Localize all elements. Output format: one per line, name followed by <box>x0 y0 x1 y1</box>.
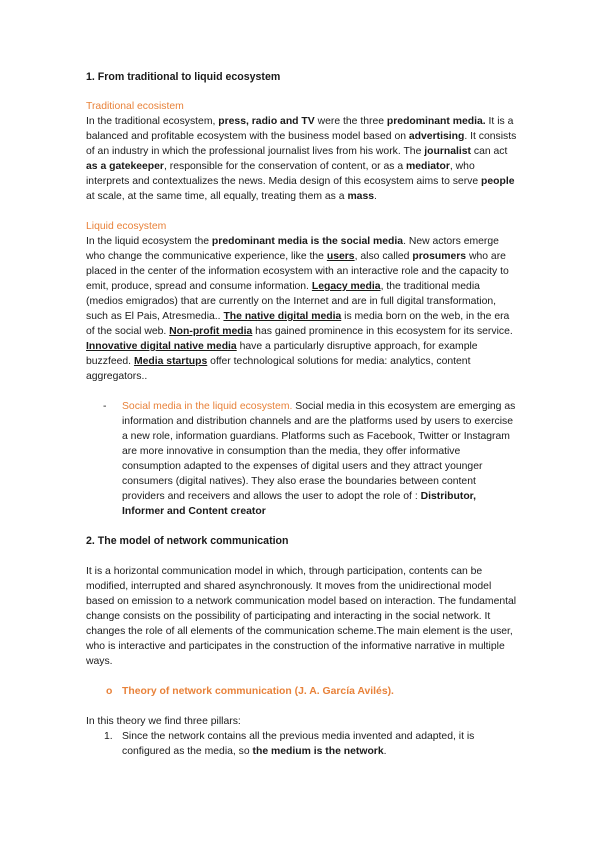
pillar-1: 1. Since the network contains all the previous media invented and adapted, it is configured as the media, so the medium is the network. <box>104 731 475 757</box>
traditional-ecosystem-title: Traditional ecosistem <box>86 101 184 112</box>
social-media-bullet: - Social media in the liquid ecosystem. Social media in this ecosystem are emerging as information and distribution channels and are the platforms used by users to exercise a new role, information guardians. Platforms such as Facebook, Twitter or Instagram are more innovative in consumption than the media, they offer informative consumption adapted to the expenses of digital users and they attract younger consumers (digital natives). They also erase the boundaries between content providers and receivers and allows the user to adopt the role of : Distributor, Informer and Content creator <box>103 401 516 517</box>
pillar-1-number: 1. <box>104 731 113 742</box>
section-2-heading: 2. The model of network communication <box>86 535 289 547</box>
theory-item <box>106 684 518 699</box>
pillars-intro: In this theory we find three pillars: <box>86 716 241 727</box>
document-content <box>86 70 518 759</box>
section-1-heading: 1. From traditional to liquid ecosystem <box>86 71 281 83</box>
liquid-ecosystem-title: Liquid ecosystem <box>86 221 167 232</box>
theory-bullet-marker: o <box>106 686 113 697</box>
social-media-bullet-title: Social media in the liquid ecosystem. <box>122 401 293 412</box>
liquid-ecosystem-paragraph: In the liquid ecosystem the predominant media is the social media. New actors emerge who change the communicative experience, like the users, also called prosumers who are placed in the center of the information ecosystem with an interactive role and the capacity to emit, produce, spread and consume information. Legacy media, the traditional media (medios emigrados) that are currently on the Internet and are in full digital transformation, such as El Pais, Atresmedia.. The native digital media is media born on the web, in the era of the social web. Non-profit media has gained prominence in this ecosystem for its service. Innovative digital native media have a particularly disruptive approach, for example buzzfeed. Media startups offer technological solutions for media: analytics, content aggregators.. <box>86 236 513 382</box>
traditional-ecosystem-paragraph: In the traditional ecosystem, press, radio and TV were the three predominant media. It is a balanced and profitable ecosystem with the business model based on advertising. It consists of an industry in which the professional journalist lives from his work. The journalist can act as a gatekeeper, responsible for the conservation of content, or as a mediator, who interprets and contextualizes the news. Media design of this ecosystem aims to serve people at scale, at the same time, all equally, treating them as a mass. <box>86 116 517 202</box>
bullet-dash: - <box>103 401 107 412</box>
theory-title: Theory of network communication (J. A. García Avilés). <box>122 686 394 697</box>
network-communication-paragraph: It is a horizontal communication model in which, through participation, contents can be modified, interrupted and shared asynchronously. It moves from the unidirectional model based on emission to a network communication model based on interaction. The fundamental change consists on the possibility of participating and interacting in the social network. It changes the role of all elements of the communication scheme.The main element is the user, who is interactive and participates in the construction of the informative narrative in multiple ways. <box>86 566 517 667</box>
